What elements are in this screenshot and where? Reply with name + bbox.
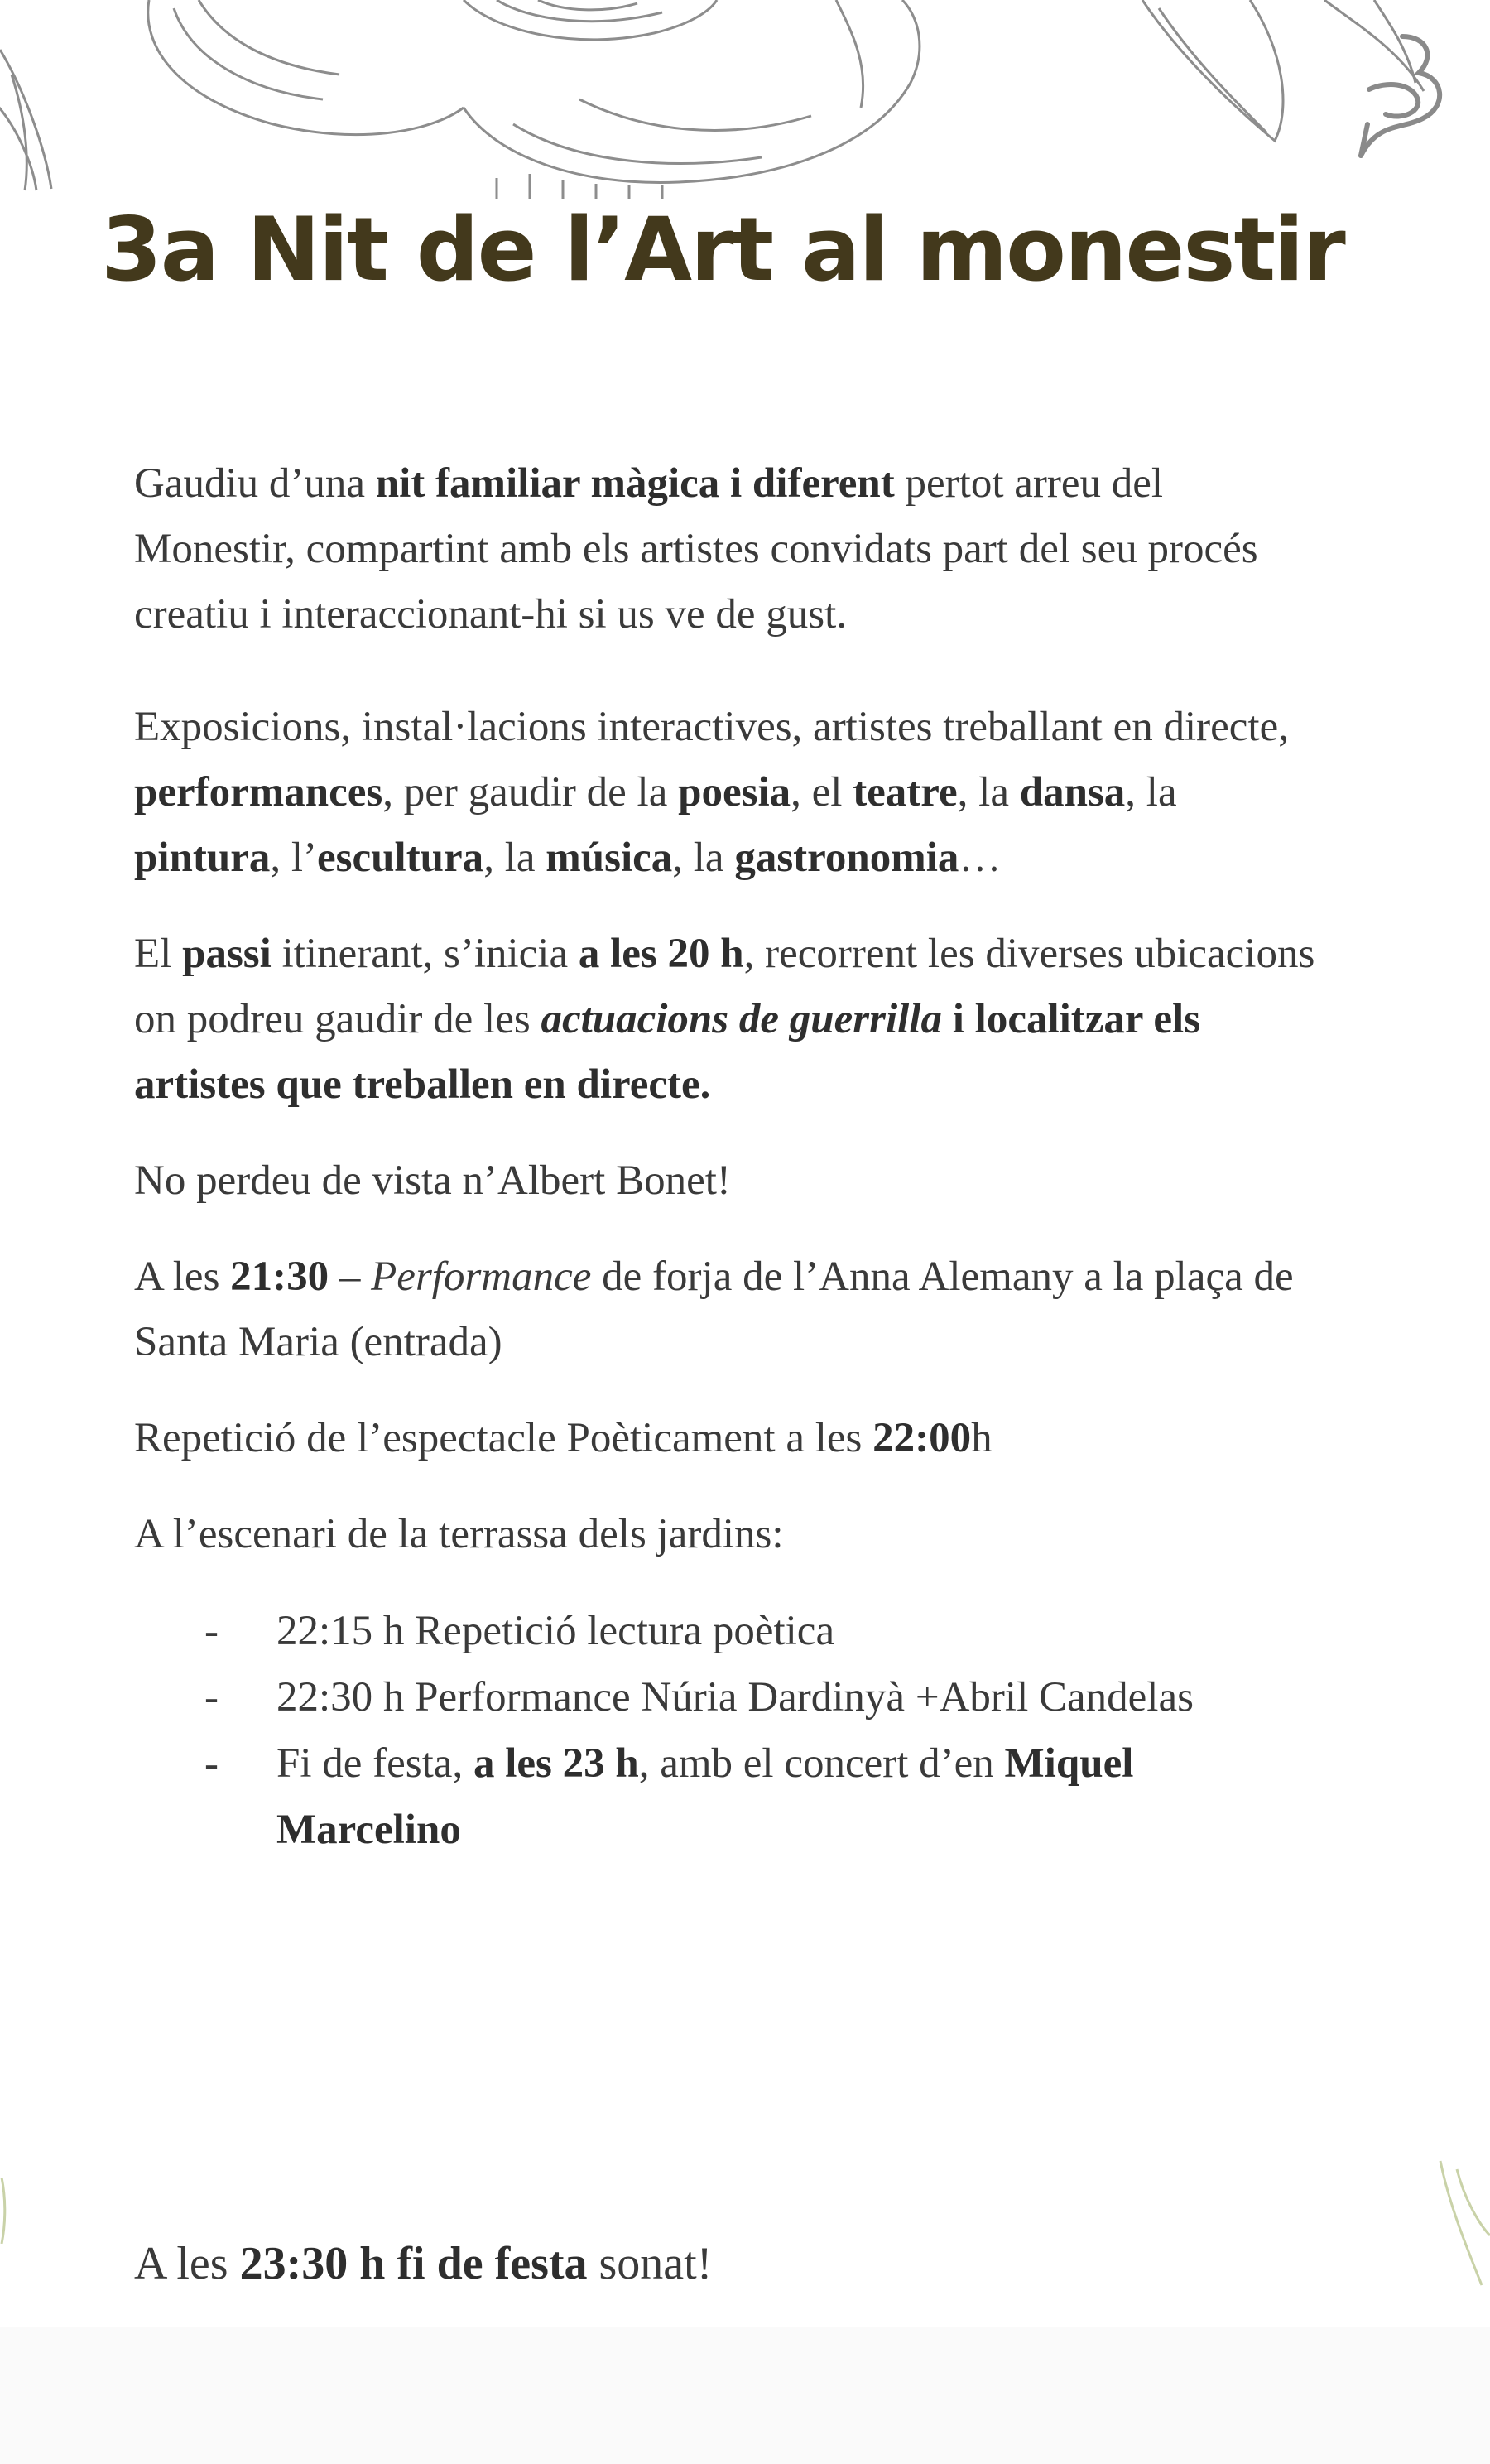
forge-performance-paragraph xyxy=(134,1244,1326,1375)
page-title: 3a Nit de l’Art al monestir xyxy=(101,199,1344,301)
text-run: 23:30 h fi de festa xyxy=(239,2238,588,2289)
text-run: a les 20 h xyxy=(578,931,744,977)
text-run: actuacions de guerrilla xyxy=(541,996,942,1042)
text-run: A les xyxy=(134,1254,231,1300)
text-run: passi xyxy=(182,931,272,977)
text-run: música xyxy=(546,835,673,881)
poeticament-repeat-paragraph xyxy=(134,1406,1326,1471)
text-run: A l’escenari de la terrassa dels jardins: xyxy=(134,1511,784,1557)
text-run: , la xyxy=(483,835,546,881)
event-description xyxy=(134,451,1326,1863)
schedule-item xyxy=(134,1664,1326,1730)
bottom-band xyxy=(0,2327,1490,2464)
text-run: … xyxy=(959,835,1002,881)
text-run: Repetició de l’espectacle Poèticament a les xyxy=(134,1415,873,1461)
floral-decoration-icon xyxy=(0,0,1490,199)
text-run: , la xyxy=(672,835,735,881)
text-run: gastronomia xyxy=(734,835,959,881)
text-run: Performance xyxy=(371,1254,592,1300)
garden-stage-schedule xyxy=(134,1598,1326,1863)
text-run: Miquel Marcelino xyxy=(276,1740,1134,1853)
text-run: i localitzar els artistes que treballen en directe. xyxy=(134,996,1201,1108)
text-run: pertot arreu del Monestir, compartint amb els artistes convidats part del seu procés creatiu i interaccionant-hi si us ve de gust. xyxy=(134,460,1258,638)
text-run: Fi de festa, xyxy=(276,1740,473,1787)
schedule-item xyxy=(134,1730,1326,1863)
text-run: nit familiar màgica i diferent xyxy=(375,460,895,507)
text-run: 22:00 xyxy=(872,1415,972,1461)
activities-paragraph xyxy=(134,695,1326,891)
text-run: poesia xyxy=(678,769,791,816)
text-run: No perdeu de vista n’Albert Bonet! xyxy=(134,1157,731,1204)
text-run: pintura xyxy=(134,835,271,881)
leaf-decoration-icon xyxy=(1432,2153,1490,2302)
closing-line xyxy=(134,2231,712,2297)
text-run: Gaudiu d’una xyxy=(134,460,376,507)
text-run: performances xyxy=(134,769,383,816)
albert-bonet-note xyxy=(134,1148,1326,1214)
text-run: , la xyxy=(1125,769,1177,816)
itinerary-paragraph xyxy=(134,922,1326,1118)
text-run: El xyxy=(134,931,183,977)
intro-paragraph xyxy=(134,451,1326,647)
text-run: itinerant, s’inicia xyxy=(271,931,579,977)
text-run: , recorrent les diverses ubicacions on podreu gaudir de les xyxy=(134,931,1315,1042)
text-run: , l’ xyxy=(270,835,318,881)
text-run: , la xyxy=(957,769,1020,816)
text-run: de forja de l’Anna Alemany a la plaça de Santa Maria (entrada) xyxy=(134,1254,1294,1365)
list-bullet: - xyxy=(204,1608,219,1654)
text-run: – xyxy=(329,1254,372,1300)
text-run: h xyxy=(971,1415,993,1461)
text-run: 22:30 h Performance Núria Dardinyà +Abril Candelas xyxy=(276,1674,1194,1720)
text-run: A les xyxy=(134,2238,240,2289)
text-run: sonat! xyxy=(587,2238,713,2289)
text-run: escultura xyxy=(317,835,484,881)
brand-b-logo-icon xyxy=(1353,31,1452,164)
text-run: , per gaudir de la xyxy=(382,769,679,816)
list-bullet: - xyxy=(204,1674,219,1720)
text-run: a les 23 h xyxy=(473,1740,639,1787)
text-run: Exposicions, instal·lacions interactives, artistes treballant en directe, xyxy=(134,704,1289,750)
text-run: dansa xyxy=(1019,769,1126,816)
list-bullet: - xyxy=(204,1740,219,1787)
text-run: 21:30 xyxy=(230,1254,329,1300)
schedule-item xyxy=(134,1598,1326,1664)
text-run: , amb el concert d’en xyxy=(638,1740,1005,1787)
text-run: , el xyxy=(791,769,853,816)
text-run: teatre xyxy=(853,769,958,816)
text-run: 22:15 h Repetició lectura poètica xyxy=(276,1608,835,1654)
garden-stage-heading xyxy=(134,1502,1326,1567)
leaf-decoration-icon xyxy=(0,2178,12,2244)
